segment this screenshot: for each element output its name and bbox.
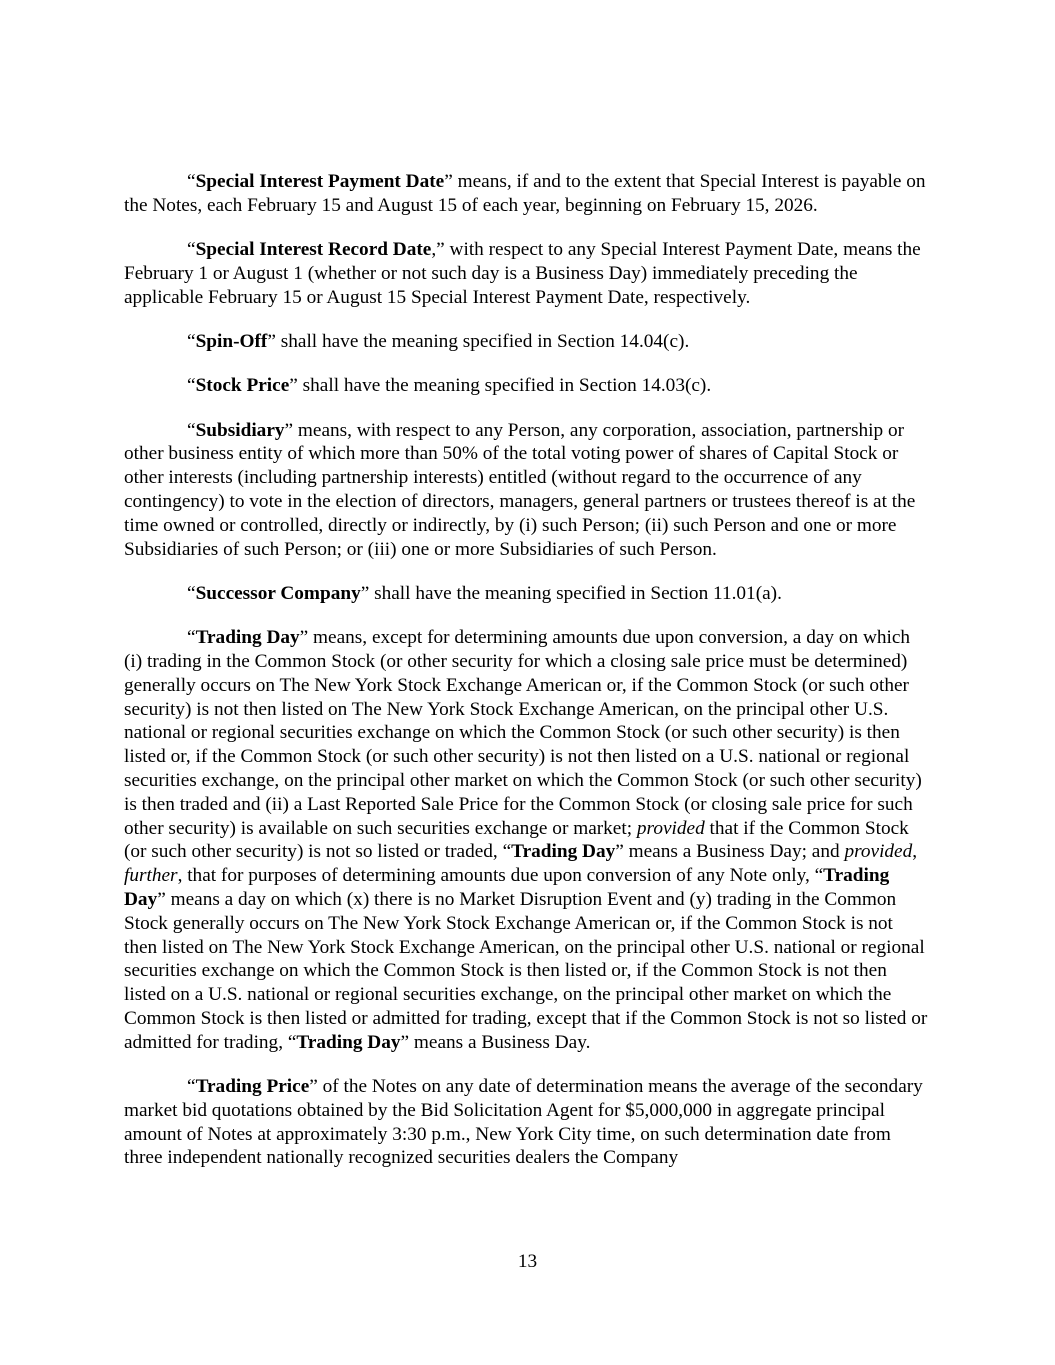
- definition-text: ” of the Notes on any date of determination means the average of the secondary market bid quotations obtained by the Bid Solicitation Agent for $5,000,000 in aggregate principal amount of Notes at approximately 3:30 p.m., New York City time, on such determination date from three independent nationally recognized securities dealers the Company: [124, 1076, 923, 1169]
- definition-successor-company: “Successor Company” shall have the meaning specified in Section 11.01(a).: [187, 582, 782, 604]
- defined-term: Trading Day: [511, 841, 616, 863]
- definition-text: ” means, if and to the extent that Special Interest is payable on the Notes, each February 15 and August 15 of each year, beginning on February 15, 2026.: [124, 171, 926, 216]
- defined-term: Successor Company: [195, 582, 361, 604]
- defined-term: Subsidiary: [195, 419, 285, 441]
- italic-provided: provided: [844, 841, 913, 863]
- definition-stock-price: “Stock Price” shall have the meaning specified in Section 14.03(c).: [187, 375, 712, 397]
- definition-text: ” shall have the meaning specified in Section 14.03(c).: [289, 375, 712, 397]
- definition-text: ” shall have the meaning specified in Section 14.04(c).: [267, 330, 690, 352]
- defined-term: Trading Day: [296, 1031, 401, 1053]
- definition-text: ” means a Business Day; and: [615, 841, 845, 863]
- definition-special-interest-record-date: “Special Interest Record Date,” with respect to any Special Interest Payment Date, means the February 1 or August 1 (whether or not such day is a Business Day) immediately preceding the applicable February 15 or August 15 Special Interest Payment Date, respectively.: [124, 239, 921, 308]
- definition-subsidiary: “Subsidiary” means, with respect to any Person, any corporation, association, partnership or other business entity of which more than 50% of the total voting power of shares of Capital Stock or other interests (including partnership interests) entitled (without regard to the occurrence of any contingency) to vote in the election of directors, managers, general partners or trustees thereof is at the time owned or controlled, directly or indirectly, by (i) such Person; (ii) such Person and one or more Subsidiaries of such Person; or (iii) one or more Subsidiaries of such Person.: [124, 419, 916, 560]
- definition-text: ” shall have the meaning specified in Section 11.01(a).: [360, 582, 782, 604]
- definition-text: ,” with respect to any Special Interest Payment Date, means the February 1 or August 1 (whether or not such day is a Business Day) immediately preceding the applicable February 15 or August 15 Special Interest Payment Date, respectively.: [124, 239, 921, 308]
- definition-text: , that for purposes of determining amounts due upon conversion of any Note only, “: [177, 865, 824, 887]
- definition-spin-off: “Spin-Off” shall have the meaning specified in Section 14.04(c).: [187, 330, 690, 352]
- definition-special-interest-payment-date: “Special Interest Payment Date” means, if and to the extent that Special Interest is payable on the Notes, each February 15 and August 15 of each year, beginning on February 15, 2026.: [124, 171, 926, 216]
- definition-text: that if the Common Stock (or such other security) is not so listed or traded, “: [124, 817, 909, 863]
- defined-term: Trading Price: [195, 1076, 310, 1097]
- defined-term: Trading Day: [124, 865, 890, 910]
- defined-term: Spin-Off: [195, 330, 268, 352]
- defined-term: Special Interest Record Date: [195, 239, 432, 261]
- defined-term: Trading Day: [195, 627, 300, 649]
- italic-further: further: [124, 865, 178, 887]
- definition-text: ” means, except for determining amounts due upon conversion, a day on which (i) trading in the Common Stock (or other security for which a closing sale price must be determined) generally occurs on The New York Stock Exchange American or, if the Common Stock (or such other security) is not then listed on The New York Stock Exchange American, on the principal other U.S. national or regional securities exchange on which the Common Stock (or such other security) is then listed or, if the Common Stock (or such other security) is not then listed on a U.S. national or regional securities exchange, on the principal other market on which the Common Stock (or such other security) is then traded and (ii) a Last Reported Sale Price for the Common Stock (or closing sale price for such other security) is available on such securities exchange or market;: [124, 627, 922, 839]
- definition-text: ” means a day on which (x) there is no Market Disruption Event and (y) trading in the Common Stock generally occurs on The New York Stock Exchange American or, if the Common Stock is not then listed on The New York Stock Exchange American, on the principal other U.S. national or regional securities exchange on which the Common Stock is then listed or, if the Common Stock is not then listed on a U.S. national or regional securities exchange, on the principal other market on which the Common Stock is then listed or admitted for trading, except that if the Common Stock is not so listed or admitted for trading, “: [124, 888, 928, 1053]
- definition-text: ” means a Business Day.: [400, 1031, 591, 1053]
- italic-provided: provided: [636, 817, 705, 839]
- definition-text: ” means, with respect to any Person, any corporation, association, partnership or other business entity of which more than 50% of the total voting power of shares of Capital Stock or other interests (including partnership interests) entitled (without regard to the occurrence of any contingency) to vote in the election of directors, managers, general partners or trustees thereof is at the time owned or controlled, directly or indirectly, by (i) such Person; (ii) such Person and one or more Subsidiaries of such Person; or (iii) one or more Subsidiaries of such Person.: [124, 419, 916, 560]
- page-number: 13: [517, 1251, 538, 1272]
- defined-term: Stock Price: [195, 375, 290, 397]
- defined-term: Special Interest Payment Date: [195, 171, 445, 192]
- definition-text: ,: [912, 841, 918, 863]
- definition-trading-price: “Trading Price” of the Notes on any date of determination means the average of the secondary market bid quotations obtained by the Bid Solicitation Agent for $5,000,000 in aggregate principal amount of Notes at approximately 3:30 p.m., New York City time, on such determination date from three independent nationally recognized securities dealers the Company: [124, 1076, 923, 1169]
- document-body: [124, 170, 930, 1170]
- definition-trading-day: “Trading Day” means, except for determining amounts due upon conversion, a day on which (i) trading in the Common Stock (or other security for which a closing sale price must be determined) generally occurs on The New York Stock Exchange American or, if the Common Stock (or such other security) is not then listed on The New York Stock Exchange American, on the principal other U.S. national or regional securities exchange on which the Common Stock (or such other security) is then listed or, if the Common Stock (or such other security) is not then listed on a U.S. national or regional securities exchange, on the principal other market on which the Common Stock (or such other security) is then traded and (ii) a Last Reported Sale Price for the Common Stock (or closing sale price for such other security) is available on such securities exchange or market; provided that if the Common Stock (or such other security) is not so listed or traded, “Trading Day” means a Business Day; and provided, further, that for purposes of determining amounts due upon conversion of any Note only, “Trading Day” means a day on which (x) there is no Market Disruption Event and (y) trading in the Common Stock generally occurs on The New York Stock Exchange American or, if the Common Stock is not then listed on The New York Stock Exchange American, on the principal other U.S. national or regional securities exchange on which the Common Stock is then listed or, if the Common Stock is not then listed on a U.S. national or regional securities exchange, on the principal other market on which the Common Stock is then listed or admitted for trading, except that if the Common Stock is not so listed or admitted for trading, “Trading Day” means a Business Day.: [124, 627, 928, 1053]
